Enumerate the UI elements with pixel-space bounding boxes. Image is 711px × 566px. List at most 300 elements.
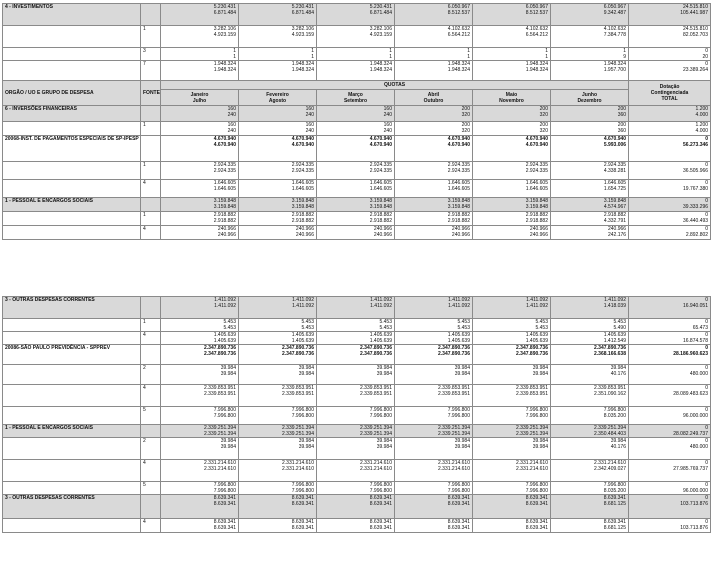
second-half-value: 320 [461,128,470,134]
first-half-value: 2.339.853.951 [360,385,392,391]
first-half-value: 1.948.324 [291,61,314,67]
first-half-value: 1.411.092 [526,297,548,303]
first-half-value: 1.405.639 [213,332,236,338]
quota-cell [395,438,473,460]
quota-cell [317,48,395,61]
quota-cell [551,136,629,162]
second-half-value: 1 [389,54,392,60]
quota-cell [551,4,629,26]
first-half-value: 2.339.251.394 [360,425,392,431]
second-half-value: 7.996.800 [213,413,236,419]
first-half-value: 2.339.251.394 [438,425,470,431]
first-half-value: 1.405.639 [447,332,470,338]
second-half-value: 2.351.090.162 [594,391,626,397]
table-body [3,4,711,81]
quota-cell [473,495,551,519]
row-source: 4 [141,385,161,407]
source-row [3,26,711,48]
first-half-value: 200 [617,122,627,128]
second-half-value: 40.176 [610,371,626,377]
second-half-value: 4.923.159 [213,32,236,38]
first-half-value: 1.646.605 [603,180,627,186]
dotacao-cell [629,226,711,240]
second-half-value: 2.918.882 [525,218,548,224]
second-half-value: 36.505.966 [683,168,709,174]
second-half-value: 8.512.537 [525,10,548,16]
row-label: 4 - INVESTIMENTOS [3,4,141,26]
quota-cell [551,212,629,226]
second-half-value: 3.159.848 [369,204,392,210]
quota-cell [473,438,551,460]
first-half-value: 8.639.341 [291,495,314,501]
source-row [3,162,711,180]
source-row [3,365,711,385]
quota-cell [551,425,629,438]
quota-cell [239,385,317,407]
second-half-value: 2.331.214.610 [438,466,470,472]
first-half-value: 3.159.848 [525,198,548,204]
second-half-value: 105.441.987 [680,10,708,16]
first-half-value: 0 [705,519,708,525]
header-jan-jul [161,90,239,106]
second-half-value: 8.681.125 [603,501,626,507]
quota-cell [317,61,395,81]
first-half-value: 1.405.639 [291,332,314,338]
second-half-value: 2.918.882 [213,218,236,224]
row-source: 4 [141,226,161,240]
quota-cell [551,180,629,198]
quota-cell [395,26,473,48]
first-half-value: 4.670.940 [291,136,314,142]
quota-cell [317,460,395,482]
first-half-value: 8.639.341 [447,495,470,501]
second-half-value: 8.035.200 [603,413,626,419]
header-marco: Março [348,91,363,98]
header-mar-set [317,90,395,106]
first-half-value: 4.670.940 [213,136,236,142]
second-half-value: 8.639.341 [369,501,392,507]
quota-cell [161,365,239,385]
second-half-value: 1.948.324 [369,67,392,73]
quota-cell [551,495,629,519]
second-half-value: 2.368.166.638 [594,351,626,357]
quota-cell [473,122,551,136]
second-half-value: 360 [617,112,627,118]
first-half-value: 240.966 [451,226,470,232]
first-half-value: 1.646.605 [291,180,314,186]
dotacao-cell [629,48,711,61]
table-header [3,81,711,106]
quota-cell [239,365,317,385]
first-half-value: 3.159.848 [447,198,470,204]
quota-cell [161,212,239,226]
quota-cell [395,180,473,198]
first-half-value: 0 [705,407,708,413]
second-half-value: 28.089.483.623 [673,391,708,397]
second-half-value: 39.984 [532,444,548,450]
row-source: 5 [141,407,161,425]
second-half-value: 4.000 [695,112,709,118]
quota-cell [239,407,317,425]
second-half-value: 1.405.639 [447,338,470,344]
first-half-value: 8.639.341 [603,519,626,525]
quota-cell [473,180,551,198]
second-half-value: 2.924.335 [447,168,470,174]
quota-cell [395,212,473,226]
first-half-value: 2.339.251.394 [282,425,314,431]
second-half-value: 9 [623,54,626,60]
first-half-value: 3.159.848 [369,198,392,204]
row-source [141,495,161,519]
quota-cell [395,495,473,519]
first-half-value: 7.996.800 [369,407,392,413]
first-half-value: 7.996.800 [213,407,236,413]
first-half-value: 0 [705,332,708,338]
first-half-value: 8.639.341 [525,495,548,501]
first-half-value: 4.102.632 [525,26,548,32]
quota-cell [395,162,473,180]
first-half-value: 0 [705,48,708,54]
first-half-value: 4.670.940 [369,136,392,142]
source-row [3,438,711,460]
row-label [3,482,141,495]
dotacao-cell [629,297,711,319]
dotacao-cell [629,345,711,365]
quota-cell [161,26,239,48]
header-jun-dez [551,90,629,106]
row-label [3,26,141,48]
quota-cell [161,122,239,136]
second-half-value: 7.384.778 [603,32,626,38]
quota-cell [161,162,239,180]
quota-cell [239,425,317,438]
quota-cell [473,519,551,533]
dotacao-cell [629,407,711,425]
first-half-value: 0 [705,438,708,444]
quota-cell [239,226,317,240]
quota-cell [317,180,395,198]
row-label: 20068-INST. DE PAGAMENTOS ESPECIAIS DE SP-IPESP [3,136,141,162]
first-half-value: 0 [705,319,708,325]
dotacao-cell [629,425,711,438]
first-half-value: 5.453 [301,319,314,325]
quota-cell [395,297,473,319]
first-half-value: 6.050.967 [603,4,626,10]
dotacao-cell [629,385,711,407]
quota-cell [317,519,395,533]
source-row [3,212,711,226]
second-half-value: 2.331.214.610 [204,466,236,472]
second-half-value: 8.681.125 [603,525,626,531]
first-half-value: 7.996.800 [525,482,548,488]
first-half-value: 200 [539,122,548,128]
row-label: 6 - INVERSÕES FINANCEIRAS [3,106,141,122]
quota-cell [161,385,239,407]
row-label: 20086-SÃO PAULO PREVIDÊNCIA - SPPREV [3,345,141,365]
quota-cell [395,345,473,365]
group-row [3,4,711,26]
second-half-value: 1.948.324 [213,67,236,73]
first-half-value: 1.411.092 [214,297,236,303]
row-label [3,48,141,61]
quota-cell [317,198,395,212]
dotacao-cell [629,212,711,226]
second-half-value: 96.000.000 [682,488,708,494]
row-source [141,425,161,438]
quota-cell [317,136,395,162]
quota-cell [317,425,395,438]
first-half-value: 2.331.214.610 [438,460,470,466]
row-source [141,136,161,162]
first-half-value: 39.984 [610,438,626,444]
quota-cell [161,460,239,482]
second-half-value: 1.646.605 [447,186,470,192]
quota-cell [239,198,317,212]
first-half-value: 7.996.800 [213,482,236,488]
first-half-value: 39.984 [610,365,626,371]
quota-cell [473,297,551,319]
quota-cell [551,198,629,212]
group-row [3,345,711,365]
second-half-value: 39.984 [376,371,392,377]
first-half-value: 7.996.800 [525,407,548,413]
first-half-value: 2.339.853.951 [282,385,314,391]
second-half-value: 56.273.346 [683,142,709,148]
quota-cell [239,4,317,26]
second-half-value: 1.418.039 [603,303,626,309]
dotacao-cell [629,438,711,460]
quota-cell [473,212,551,226]
first-half-value: 2.918.882 [213,212,236,218]
header-agosto: Agosto [268,97,287,104]
dotacao-cell [629,136,711,162]
row-source: 2 [141,365,161,385]
quota-cell [395,61,473,81]
quota-cell [317,319,395,332]
first-half-value: 2.339.853.951 [204,385,236,391]
quota-cell [239,495,317,519]
first-half-value: 1.200 [695,122,709,128]
row-label [3,226,141,240]
second-half-value: 3.159.848 [213,204,236,210]
first-half-value: 1.646.605 [447,180,470,186]
first-half-value: 200 [617,106,627,112]
quota-cell [395,407,473,425]
quota-cell [239,460,317,482]
first-half-value: 160 [305,122,314,128]
quota-cell [551,332,629,345]
second-half-value: 2.347.890.736 [282,351,314,357]
first-half-value: 240.966 [373,226,392,232]
quota-cell [551,438,629,460]
first-half-value: 4.102.632 [603,26,626,32]
quota-cell [395,198,473,212]
second-half-value: 2.924.335 [525,168,548,174]
group-row [3,136,711,162]
second-half-value: 2.347.890.736 [204,351,236,357]
first-half-value: 2.347.890.736 [360,345,392,351]
first-half-value: 2.339.251.394 [516,425,548,431]
second-half-value: 8.639.341 [213,501,236,507]
first-half-value: 1 [311,48,314,54]
dotacao-cell [629,519,711,533]
first-half-value: 2.347.890.736 [516,345,548,351]
second-half-value: 40.176 [610,444,626,450]
second-half-value: 2.924.335 [369,168,392,174]
second-half-value: 4.923.159 [369,32,392,38]
quota-cell [473,226,551,240]
quota-cell [317,407,395,425]
first-half-value: 8.639.341 [213,495,236,501]
first-half-value: 5.230.431 [213,4,236,10]
second-half-value: 7.996.800 [525,488,548,494]
row-source: 1 [141,26,161,48]
first-half-value: 39.984 [298,438,314,444]
group-row [3,106,711,122]
first-half-value: 7.996.800 [447,482,470,488]
second-half-value: 2.347.890.736 [516,351,548,357]
first-half-value: 4.670.940 [447,136,470,142]
quota-cell [317,122,395,136]
first-half-value: 39.984 [376,365,392,371]
first-half-value: 0 [705,345,708,351]
first-half-value: 160 [305,106,314,112]
second-half-value: 320 [539,128,548,134]
first-half-value: 160 [383,122,392,128]
first-half-value: 160 [227,106,236,112]
first-half-value: 24.515.810 [682,26,708,32]
second-half-value: 28.186.960.623 [673,351,708,357]
first-half-value: 0 [705,180,709,186]
quota-cell [161,106,239,122]
second-half-value: 8.639.341 [291,525,314,531]
first-half-value: 2.918.882 [447,212,470,218]
first-half-value: 4.670.940 [525,136,548,142]
first-half-value: 1.948.324 [369,61,392,67]
quota-cell [239,332,317,345]
second-half-value: 242.176 [607,232,627,238]
second-half-value: 480.000 [689,444,708,450]
second-half-value: 2.331.214.610 [516,466,548,472]
second-half-value: 2.918.882 [447,218,470,224]
second-half-value: 8.639.341 [447,501,470,507]
source-row [3,48,711,61]
second-half-value: 360 [617,128,627,134]
row-label: 3 - OUTRAS DESPESAS CORRENTES [3,495,141,519]
quota-cell [395,482,473,495]
first-half-value: 200 [461,106,470,112]
quota-cell [473,407,551,425]
second-half-value: 1.405.639 [525,338,548,344]
first-half-value: 5.230.431 [291,4,314,10]
table-body [3,106,711,240]
first-half-value: 1.948.324 [603,61,626,67]
second-half-value: 2.924.335 [291,168,314,174]
row-label [3,180,141,198]
quota-cell [239,136,317,162]
first-half-value: 39.984 [298,365,314,371]
second-half-value: 20 [702,54,708,60]
second-half-value: 4.670.940 [291,142,314,148]
first-half-value: 5.230.431 [369,4,392,10]
first-half-value: 1.411.092 [370,297,392,303]
second-half-value: 1 [311,54,314,60]
first-half-value: 24.515.810 [682,4,708,10]
second-half-value: 2.339.251.394 [360,431,392,437]
quota-cell [395,48,473,61]
second-half-value: 1 [467,54,470,60]
second-half-value: 7.996.800 [369,413,392,419]
quota-cell [395,365,473,385]
row-source: 5 [141,482,161,495]
header-julho: Julho [192,97,207,104]
quota-cell [161,438,239,460]
first-half-value: 0 [705,136,709,142]
second-half-value: 3.159.848 [291,204,314,210]
second-half-value: 4.670.940 [447,142,470,148]
row-source: 4 [141,332,161,345]
first-half-value: 1.646.605 [525,180,548,186]
header-janeiro: Janeiro [190,91,209,98]
second-half-value: 8.639.341 [525,501,548,507]
row-source [141,345,161,365]
row-source: 4 [141,519,161,533]
second-half-value: 240.966 [529,232,548,238]
quota-cell [161,425,239,438]
second-half-value: 5.453 [301,325,314,331]
quota-cell [473,385,551,407]
first-half-value: 39.984 [220,438,236,444]
first-half-value: 7.996.800 [291,482,314,488]
second-half-value: 2.339.251.394 [204,431,236,437]
first-half-value: 8.639.341 [525,519,548,525]
row-label [3,385,141,407]
quota-cell [239,106,317,122]
second-half-value: 8.035.200 [603,488,626,494]
quota-cell [551,482,629,495]
quota-cell [317,4,395,26]
dotacao-cell [629,365,711,385]
row-source: 2 [141,438,161,460]
quota-cell [473,106,551,122]
first-half-value: 1 [233,48,236,54]
quota-cell [161,226,239,240]
first-half-value: 2.339.251.394 [204,425,236,431]
second-half-value: 2.342.409.027 [594,466,626,472]
first-half-value: 2.924.335 [525,162,548,168]
source-row [3,460,711,482]
quota-cell [395,332,473,345]
quota-cell [551,48,629,61]
second-half-value: 1.646.605 [369,186,392,192]
second-half-value: 8.639.341 [447,525,470,531]
second-half-value: 1.411.092 [370,303,392,309]
quota-cell [551,319,629,332]
quota-cell [551,122,629,136]
second-half-value: 7.996.800 [291,413,314,419]
second-half-value: 103.713.876 [680,525,708,531]
quota-cell [395,519,473,533]
first-half-value: 8.639.341 [369,519,392,525]
second-half-value: 1.411.092 [214,303,236,309]
quota-cell [551,345,629,365]
second-half-value: 3.159.848 [447,204,470,210]
quota-cell [161,345,239,365]
quota-cell [239,48,317,61]
second-half-value: 16.940.051 [682,303,708,309]
source-row [3,319,711,332]
quota-cell [239,438,317,460]
